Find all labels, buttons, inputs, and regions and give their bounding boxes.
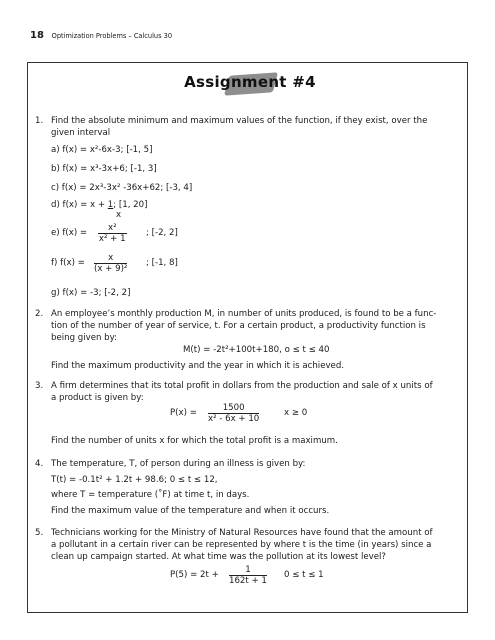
q1-text-line2: given interval: [51, 128, 111, 138]
q5-number: 5.: [35, 528, 44, 538]
q4-text-line1: The temperature, T, of person during an illness is given by:: [51, 459, 306, 469]
q3-denominator: x² - 6x + 10: [208, 414, 260, 424]
q5-condition: 0 ≤ t ≤ 1: [284, 570, 324, 580]
q1-part-f-suffix: ; [-1, 8]: [146, 258, 178, 268]
q2-number: 2.: [35, 309, 44, 319]
q1-part-e-prefix: e) f(x) =: [51, 228, 88, 238]
q5-text-line1: Technicians working for the Ministry of Natural Resources have found that the amount of: [51, 528, 433, 538]
q5-text-line2: a pollutant in a certain river can be represented by where t is the time (in years) since a: [51, 540, 432, 550]
q3-text-line1: A firm determines that its total profit in dollars from the production and sale of x units of: [51, 381, 433, 391]
q1-part-d-suffix: ; [1, 20]: [113, 200, 148, 210]
q1-part-b: b) f(x) = x³-3x+6; [-1, 3]: [51, 164, 157, 174]
q1-part-a: a) f(x) = x²-6x-3; [-1, 5]: [51, 145, 153, 155]
q4-where: where T = temperature (˚F) at time t, in days.: [51, 490, 250, 500]
q2-task: Find the maximum productivity and the year in which it is achieved.: [51, 361, 345, 371]
q3-frac: [208, 403, 259, 424]
header-subtitle: Optimization Problems – Calculus 30: [51, 32, 173, 40]
q1-part-f-prefix: f) f(x) =: [51, 258, 85, 268]
q5-text-line3: clean up campaign started. At what time was the pollution at its lowest level?: [51, 552, 386, 562]
q5-numerator: 1: [229, 565, 267, 576]
q1-part-f-fraction: [94, 253, 127, 274]
q2-formula: M(t) = -2t²+100t+180, o ≤ t ≤ 40: [183, 345, 330, 355]
q1-part-e-frac: [98, 223, 127, 244]
q3-formula-fraction: [208, 403, 259, 424]
q3-condition: x ≥ 0: [284, 408, 308, 418]
q3-number: 3.: [35, 381, 44, 391]
q1-part-d: [51, 200, 147, 210]
q5-formula-fraction: [229, 565, 267, 586]
q4-formula: T(t) = -0.1t² + 1.2t + 98.6; 0 ≤ t ≤ 12,: [51, 475, 218, 485]
q4-number: 4.: [35, 459, 44, 469]
q1-part-e-denominator: x² + 1: [98, 234, 126, 244]
q3-numerator: 1500: [208, 403, 259, 414]
q1-part-g: g) f(x) = -3; [-2, 2]: [51, 288, 131, 298]
q1-part-c: c) f(x) = 2x³-3x² -36x+62; [-3, 4]: [51, 183, 193, 193]
q3-formula-prefix: P(x) =: [170, 408, 197, 418]
q1-part-d-denominator: x: [116, 210, 122, 220]
assignment-title: Assignment #4: [184, 73, 316, 91]
q1-part-f-numerator: x: [94, 253, 127, 264]
q1-part-e-suffix: ; [-2, 2]: [146, 228, 178, 238]
q1-part-e-fraction: [98, 223, 127, 244]
page-number: 18: [30, 30, 44, 41]
q4-task: Find the maximum value of the temperature and when it occurs.: [51, 506, 330, 516]
q2-text-line3: being given by:: [51, 333, 117, 343]
q2-text-line2: tion of the number of year of service, t. For a certain product, a productivity function is: [51, 321, 426, 331]
q3-text-line2: a product is given by:: [51, 393, 144, 403]
q2-text-line1: An employee’s monthly production M, in number of units produced, is found to be a func-: [51, 309, 437, 319]
q1-text-line1: Find the absolute minimum and maximum values of the function, if they exist, over the: [51, 116, 428, 126]
q1-number: 1.: [35, 116, 44, 126]
q5-frac: [229, 565, 267, 586]
q3-task: Find the number of units x for which the total profit is a maximum.: [51, 436, 338, 446]
page-header: [30, 30, 172, 41]
q1-part-e-numerator: x²: [98, 223, 127, 234]
q5-denominator: 162t + 1: [229, 576, 267, 586]
title-block: [170, 69, 330, 99]
q1-part-f-frac: [94, 253, 127, 274]
q5-formula-prefix: P(5) = 2t +: [170, 570, 219, 580]
q1-part-d-prefix: d) f(x) = x +: [51, 200, 108, 210]
q1-part-f-denominator: (x + 9)²: [94, 264, 128, 274]
q1-part-d-numerator: 1: [107, 200, 114, 210]
